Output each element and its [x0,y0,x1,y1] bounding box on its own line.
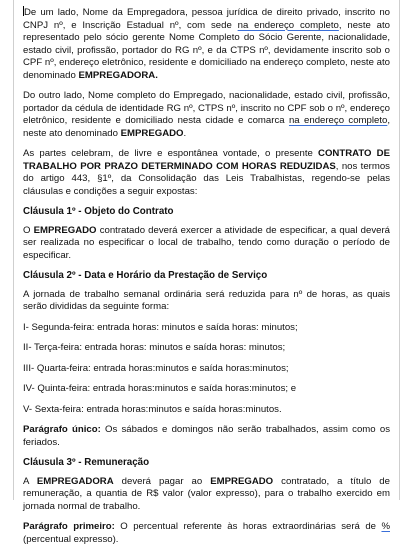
address-placeholder: na endereço completo [237,19,339,31]
schedule-item-friday[interactable]: V- Sexta-feira: entrada horas:minutos e saída horas:minutos. [23,403,282,415]
paragraph-employer-party[interactable]: De um lado, Nome da Empregadora, pessoa jurídica de direito privado, inscrito no CNPJ nº, e Inscrição Estadual nº, com sede na endereço completo, neste ato representado pelo sócio gerente Nome Completo do Sócio Gerente, nacionalidade, estado civil, profissão, portador do RG nº, e da CTPS nº, devidamente inscrito sob o CPF nº, endereço eletrônico, residente e domiciliado na endereço completo, neste ato denominado EMPREGADORA. [23,7,390,81]
schedule-item-thursday[interactable]: IV- Quinta-feira: entrada horas:minutos e saída horas:minutos; e [23,383,297,394]
employee-term: EMPREGADO [120,127,184,139]
clause-1-text[interactable]: O EMPREGADO contratado deverá exercer a atividade de especificar, a qual deverá ser realizada no especificar o local de trabalho, tendo como duração o período de especificar. [23,224,390,261]
paragraph-contract-intro[interactable]: As partes celebram, de livre e espontânea vontade, o presente CONTRATO DE TRABALHO POR PRAZO DETERMINADO COM HORAS REDUZIDAS, nos termos do artigo 443, §1º, da Consolidação das Leis Trabalhistas, regendo-se pelas cláusulas e condições a seguir expostas: [23,148,390,197]
address-placeholder: na endereço completo [288,115,388,126]
clause-2-intro[interactable]: A jornada de trabalho semanal ordinária será reduzida para nº de horas, as quais serão divididas da seguinte forma: [23,288,390,312]
clause-3-title: Cláusula 3º - Remuneração [23,457,150,468]
clause-2-paragraph[interactable]: Parágrafo único: Os sábados e domingos não serão trabalhados, assim como os feriados. [23,424,390,448]
paragraph-employee-party[interactable]: Do outro lado, Nome completo do Empregado, nacionalidade, estado civil, profissão, portador da cédula de identidade RG nº, CTPS nº, inscrito no CPF sob o nº, endereço eletrônico, residente e domiciliado nesta cidade e comarca na endereço completo, neste ato denominado EMPREGADO. [23,90,391,139]
clause-1-title: Cláusula 1º - Objeto do Contrato [23,206,174,217]
left-margin-line [13,0,14,500]
clause-2-title: Cláusula 2º - Data e Horário da Prestação de Serviço [23,270,268,281]
schedule-item-tuesday[interactable]: II- Terça-feira: entrada horas: minutos e saída horas: minutos; [23,342,286,353]
contract-title: CONTRATO DE TRABALHO POR PRAZO DETERMINADO COM HORAS REDUZIDAS [23,148,390,172]
schedule-item-wednesday[interactable]: III- Quarta-feira: entrada horas:minutos e saída horas:minutos; [23,362,289,374]
employer-term: EMPREGADORA. [78,69,158,81]
clause-3-paragraph[interactable]: Parágrafo primeiro: O percentual referente às horas extraordinárias será de %(percentual expresso). [23,521,390,545]
clause-3-text[interactable]: A EMPREGADORA deverá pagar ao EMPREGADO contratado, a título de remuneração, a quantia de R$ valor (valor expresso), para o trabalho exercido em jornada normal de trabalho. [23,475,390,512]
percent-placeholder: % [381,521,390,532]
schedule-item-monday[interactable]: I- Segunda-feira: entrada horas: minutos e saída horas: minutos; [23,321,298,333]
